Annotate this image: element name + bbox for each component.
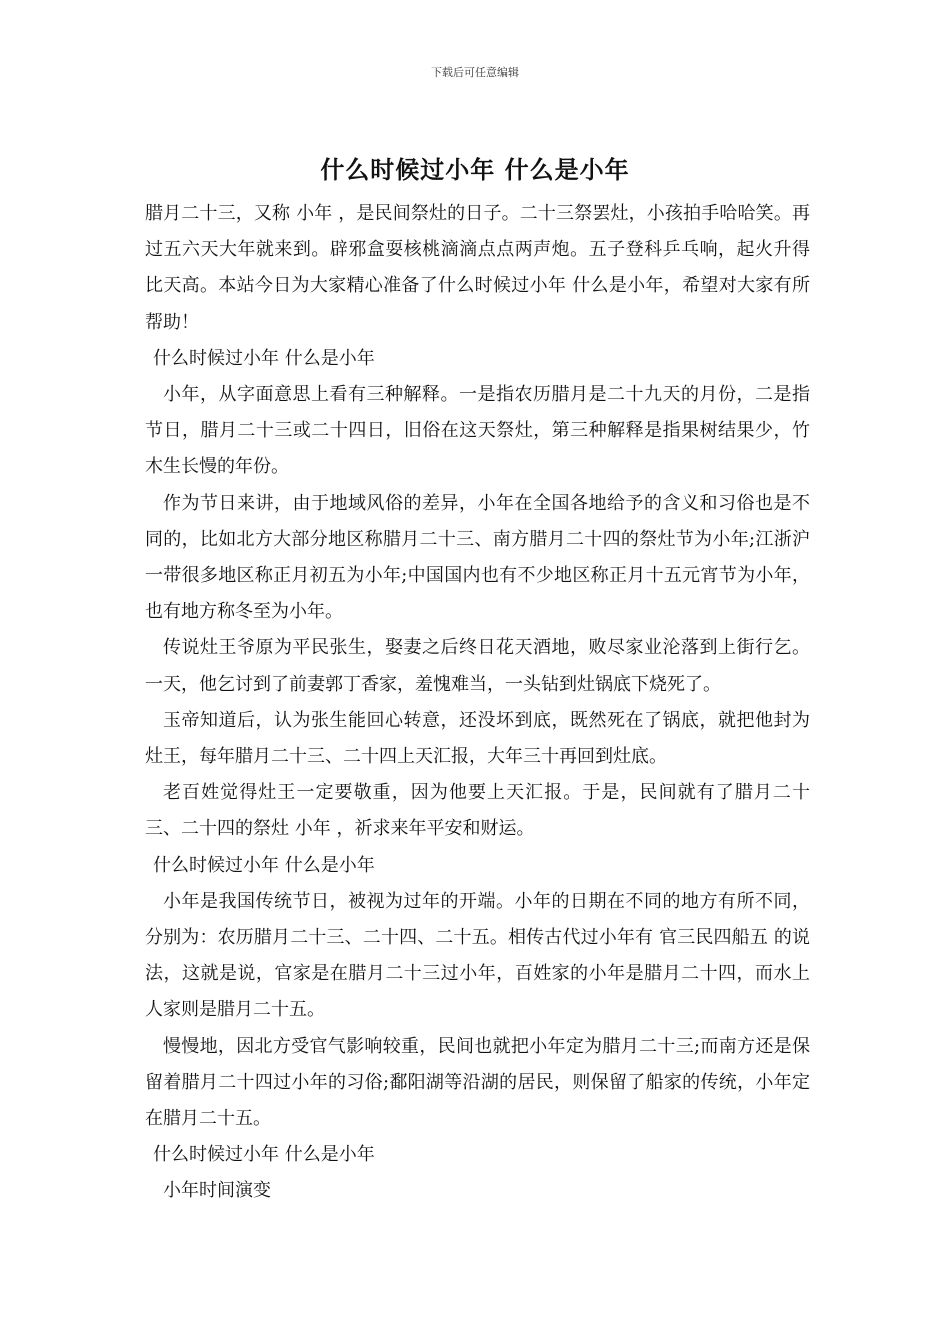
body-paragraph: 小年，从字面意思上看有三种解释。一是指农历腊月是二十九天的月份，二是指节日，腊月二十三或二十四日，旧俗在这天祭灶，第三种解释是指果树结果少，竹木生长慢的年份。 — [145, 384, 810, 478]
body-paragraph: 玉帝知道后，认为张生能回心转意，还没坏到底，既然死在了锅底，就把他封为灶王，每年腊月二十三、二十四上天汇报，大年三十再回到灶底。 — [145, 709, 810, 768]
body-paragraph: 老百姓觉得灶王一定要敬重，因为他要上天汇报。于是，民间就有了腊月二十三、二十四的祭灶 小年 ，祈求来年平安和财运。 — [145, 782, 810, 840]
section-heading: 什么时候过小年 什么是小年 — [153, 1144, 375, 1166]
document-body — [145, 196, 810, 1210]
body-paragraph: 小年时间演变 — [163, 1180, 271, 1202]
page-header: 下载后可任意编辑 — [431, 66, 519, 79]
section-heading: 什么时候过小年 什么是小年 — [153, 854, 375, 876]
body-paragraph: 传说灶王爷原为平民张生，娶妻之后终日花天酒地，败尽家业沦落到上街行乞。一天，他乞讨到了前妻郭丁香家，羞愧难当，一头钻到灶锅底下烧死了。 — [145, 637, 810, 695]
intro-paragraph: 腊月二十三，又称 小年 ，是民间祭灶的日子。二十三祭罢灶，小孩拍手哈哈笑。再过五六天大年就来到。辟邪盒耍核桃滴滴点点两声炮。五子登科乒乓响，起火升得比天高。本站今日为大家精心准备了什么时候过小年 什么是小年，希望对大家有所帮助！ — [145, 203, 810, 333]
body-paragraph: 慢慢地，因北方受官气影响较重，民间也就把小年定为腊月二十三;而南方还是保留着腊月二十四过小年的习俗;鄱阳湖等沿湖的居民，则保留了船家的传统，小年定在腊月二十五。 — [145, 1035, 810, 1130]
document-title: 什么时候过小年 什么是小年 — [320, 155, 630, 184]
section-heading: 什么时候过小年 什么是小年 — [153, 347, 375, 369]
body-paragraph: 小年是我国传统节日，被视为过年的开端。小年的日期在不同的地方有所不同，分别为：农历腊月二十三、二十四、二十五。相传古代过小年有 官三民四船五 的说法，这就是说，官家是在腊月二十三过小年，百姓家的小年是腊月二十四，而水上人家则是腊月二十五。 — [145, 890, 810, 1021]
body-paragraph: 作为节日来讲，由于地域风俗的差异，小年在全国各地给予的含义和习俗也是不同的，比如北方大部分地区称腊月二十三、南方腊月二十四的祭灶节为小年;江浙沪一带很多地区称正月初五为小年;中国国内也有不少地区称正月十五元宵节为小年，也有地方称冬至为小年。 — [145, 492, 810, 623]
